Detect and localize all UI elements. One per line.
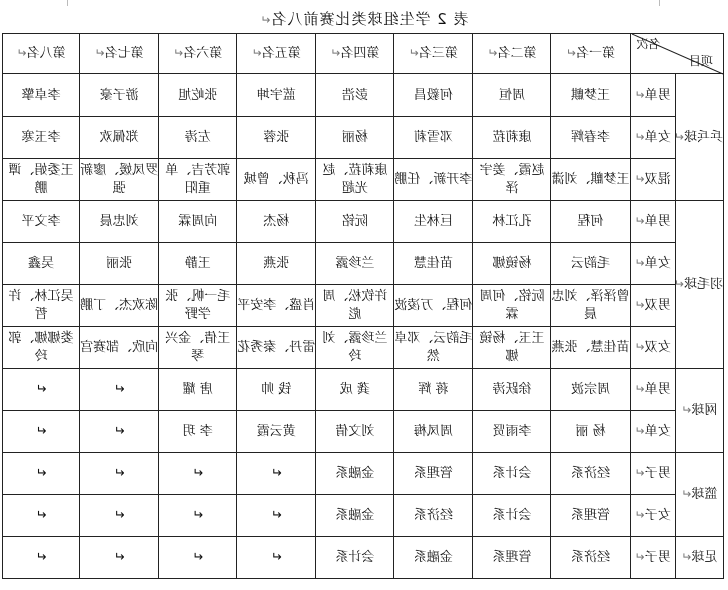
rank-header: [316, 34, 394, 74]
result-text: 蓝宇坤: [256, 87, 296, 103]
result-cell: [551, 369, 630, 411]
result-cell: [159, 243, 237, 285]
result-text: 康莉菈: [492, 130, 532, 145]
result-cell: [3, 327, 80, 369]
rank-header-text: 第二名: [497, 46, 537, 61]
result-text: 王静: [184, 256, 211, 271]
rank-header: [159, 34, 237, 74]
table-title: [0, 8, 728, 29]
result-text: 兰珍露、刘玲: [322, 330, 388, 364]
result-text: 经济系: [413, 508, 453, 523]
cell-mark: ↵: [565, 46, 577, 60]
event-cell: [630, 495, 675, 537]
result-cell: [473, 285, 551, 327]
result-text: 管理系: [413, 466, 453, 481]
cell-mark: ↵: [673, 129, 684, 144]
result-cell: [3, 243, 80, 285]
result-text: 左涛: [184, 130, 211, 145]
table-row: [3, 495, 724, 537]
result-text: 管理系: [571, 508, 611, 523]
result-text: 周恒: [498, 87, 525, 103]
cell-mark: ↵: [251, 46, 262, 60]
results-table: [2, 33, 724, 579]
result-cell: [159, 285, 237, 327]
rank-header: [551, 34, 630, 74]
result-cell: [3, 537, 80, 579]
result-text: 管理系: [492, 550, 532, 565]
result-text: ↵: [35, 382, 47, 397]
result-text: 毛一帆、张学野: [165, 288, 231, 322]
result-cell: [394, 453, 473, 495]
result-text: 娄娜娜、郭玲: [8, 330, 74, 364]
result-cell: [3, 495, 80, 537]
result-text: ↵: [35, 424, 47, 439]
result-cell: [237, 285, 316, 327]
result-cell: [473, 327, 551, 369]
cell-mark: ↵: [634, 256, 645, 270]
sport-category-text: 足球: [691, 550, 718, 565]
result-text: 会计系: [335, 550, 375, 565]
result-text: 邓雪莉: [413, 130, 453, 145]
result-text: 李春辉: [571, 130, 611, 145]
result-cell: [159, 369, 237, 411]
result-text: 黄云霞: [256, 424, 296, 439]
table-title-text: 表 2 学生组球类比赛前八名: [270, 10, 469, 28]
result-cell: [3, 369, 80, 411]
cell-mark: ↵: [634, 550, 645, 564]
result-cell: [473, 453, 551, 495]
result-cell: [551, 117, 630, 159]
result-cell: [394, 411, 473, 453]
result-cell: [551, 285, 630, 327]
result-cell: [316, 453, 394, 495]
result-text: 李雨贤: [492, 424, 532, 439]
cell-mark: ↵: [634, 340, 645, 354]
result-text: 王委娟、谭鹏: [8, 162, 74, 196]
result-cell: [551, 74, 630, 117]
result-text: 许钦松、周彪: [322, 288, 388, 322]
event-text: 男单: [644, 214, 671, 229]
result-cell: [237, 495, 316, 537]
result-cell: [237, 243, 316, 285]
result-text: 苗佳慧、张燕: [551, 339, 630, 355]
result-text: 杨镜娜: [492, 256, 532, 271]
event-text: 女单: [644, 424, 671, 439]
sport-category: [675, 537, 723, 579]
event-text: 女单: [644, 256, 671, 271]
rank-header-text: 第五名: [261, 46, 301, 61]
result-text: 杨 丽: [575, 424, 606, 439]
result-cell: [237, 201, 316, 243]
result-cell: [3, 159, 80, 201]
result-cell: [394, 117, 473, 159]
result-cell: [394, 285, 473, 327]
event-text: 女双: [644, 340, 671, 355]
result-text: ↵: [113, 382, 125, 397]
result-text: 罗凤媛、廖新强: [80, 162, 159, 196]
result-cell: [551, 243, 630, 285]
rank-header-text: 第三名: [418, 46, 458, 61]
table-row: [3, 537, 724, 579]
cell-mark: ↵: [634, 172, 645, 186]
cell-mark: ↵: [408, 46, 419, 60]
rank-header: [80, 34, 159, 74]
result-text: 李玉寒: [21, 130, 61, 145]
result-text: 李卓擎: [21, 87, 61, 103]
result-cell: [394, 74, 473, 117]
result-cell: [316, 74, 394, 117]
cell-mark: ↵: [173, 46, 184, 60]
result-text: 王玉、杨镜娜: [479, 330, 545, 364]
result-cell: [551, 159, 630, 201]
table-row: [3, 453, 724, 495]
result-text: 李 玥: [182, 424, 213, 439]
result-cell: [80, 74, 159, 117]
result-cell: [473, 495, 551, 537]
event-text: 男子: [644, 550, 671, 565]
result-text: 会计系: [492, 508, 532, 523]
result-text: ↵: [270, 466, 282, 481]
rank-header: [237, 34, 316, 74]
cell-mark: ↵: [634, 87, 645, 102]
result-cell: [473, 201, 551, 243]
sport-category: [675, 74, 723, 201]
result-cell: [237, 537, 316, 579]
result-cell: [159, 327, 237, 369]
result-cell: [237, 453, 316, 495]
result-text: 冯秋、曾城: [243, 171, 309, 187]
result-cell: [394, 369, 473, 411]
result-cell: [3, 201, 80, 243]
result-cell: [80, 495, 159, 537]
cell-mark: ↵: [330, 46, 341, 60]
rank-header-text: 第六名: [183, 46, 223, 61]
table-row: [3, 327, 724, 369]
sport-category: [675, 201, 723, 369]
ruler-tick: [67, 0, 68, 6]
result-text: 经济系: [571, 466, 611, 481]
result-cell: [80, 537, 159, 579]
rank-header: [394, 34, 473, 74]
event-text: 男双: [644, 298, 671, 313]
cell-mark: ↵: [681, 487, 692, 501]
result-cell: [316, 117, 394, 159]
cell-mark: ↵: [634, 382, 645, 396]
result-text: 杨丽: [341, 130, 368, 145]
result-cell: [316, 537, 394, 579]
result-cell: [394, 537, 473, 579]
corner-event-label: 项目: [688, 54, 713, 68]
result-text: 游子豪: [99, 87, 139, 103]
table-row: [3, 201, 724, 243]
result-text: 陈欢杰、丁鹏: [80, 297, 159, 313]
result-text: 张丽: [106, 256, 133, 271]
result-text: 李文平: [21, 214, 61, 229]
cell-mark: ↵: [487, 46, 498, 60]
sport-category-text: 网球: [691, 403, 718, 418]
result-text: 张蓉: [263, 130, 290, 145]
cell-mark: ↵: [634, 214, 645, 228]
result-cell: [237, 411, 316, 453]
event-text: 男子: [644, 466, 671, 481]
result-text: ↵: [113, 466, 125, 481]
result-text: 肖盛、李安平: [237, 297, 316, 313]
event-text: 女子: [644, 508, 671, 523]
result-text: ↵: [113, 550, 125, 565]
rank-header-text: 第四名: [340, 46, 380, 61]
cell-mark: ↵: [681, 403, 692, 417]
result-cell: [80, 243, 159, 285]
table-row: [3, 117, 724, 159]
result-cell: [473, 159, 551, 201]
result-cell: [80, 159, 159, 201]
result-cell: [316, 369, 394, 411]
result-cell: [316, 327, 394, 369]
result-cell: [473, 369, 551, 411]
result-cell: [316, 243, 394, 285]
table-row: [3, 285, 724, 327]
result-text: 何程、万凌波: [394, 297, 473, 313]
result-text: 李开新、任鹏: [394, 171, 473, 187]
rank-header-text: 第八名: [26, 46, 66, 61]
rank-header: [3, 34, 80, 74]
corner-header: [630, 34, 723, 74]
result-cell: [551, 495, 630, 537]
result-cell: [159, 74, 237, 117]
result-text: 郭芳吉、单重阳: [165, 162, 231, 196]
result-cell: [3, 285, 80, 327]
cell-mark: ↵: [634, 466, 645, 480]
cell-mark: ↵: [634, 298, 645, 312]
result-text: 孔江林: [492, 214, 532, 229]
rank-header: [473, 34, 551, 74]
event-cell: [630, 369, 675, 411]
result-text: 金融系: [335, 508, 375, 523]
result-cell: [551, 537, 630, 579]
result-cell: [80, 369, 159, 411]
sport-category: [675, 453, 723, 537]
result-text: 会计系: [492, 466, 532, 481]
result-cell: [551, 327, 630, 369]
result-text: ↵: [35, 508, 47, 523]
result-text: 曾泽泽、刘忠晨: [551, 288, 630, 322]
result-cell: [237, 369, 316, 411]
sport-category: [675, 369, 723, 453]
result-text: ↵: [192, 508, 204, 523]
result-text: 巨林生: [413, 214, 453, 229]
result-text: 经济系: [571, 550, 611, 565]
result-cell: [394, 201, 473, 243]
cell-mark: ↵: [634, 508, 645, 522]
result-text: 杨杰: [263, 214, 290, 229]
result-cell: [3, 453, 80, 495]
result-text: 张屹旭: [178, 87, 218, 103]
result-text: 阮铭: [341, 214, 368, 229]
result-text: 赵霞、姜宇泽: [479, 162, 545, 196]
result-cell: [394, 495, 473, 537]
result-cell: [394, 243, 473, 285]
result-cell: [80, 453, 159, 495]
result-cell: [551, 411, 630, 453]
event-text: 男单: [644, 87, 671, 103]
event-cell: [630, 327, 675, 369]
result-text: 刘忠晨: [99, 214, 139, 229]
result-cell: [316, 201, 394, 243]
result-text: 毛韵云: [571, 256, 611, 271]
result-text: ↵: [270, 550, 282, 565]
result-text: 金融系: [335, 466, 375, 481]
result-text: ↵: [113, 508, 125, 523]
sport-category-text: 篮球: [691, 487, 718, 502]
result-cell: [237, 74, 316, 117]
result-text: 毛韵云、邓卓然: [394, 330, 473, 364]
result-cell: [3, 74, 80, 117]
cell-mark: ↵: [634, 130, 645, 144]
result-text: ↵: [35, 466, 47, 481]
result-text: ↵: [192, 550, 204, 565]
event-cell: [630, 117, 675, 159]
event-cell: [630, 74, 675, 117]
rank-header-text: 第一名: [576, 46, 616, 61]
event-text: 男单: [644, 382, 671, 397]
result-cell: [159, 411, 237, 453]
result-text: 王梦麒: [571, 87, 611, 103]
result-text: 钱 帅: [261, 382, 292, 397]
result-text: 徐跃涛: [492, 382, 532, 397]
rank-header-text: 第七名: [104, 46, 144, 61]
result-cell: [237, 159, 316, 201]
result-cell: [316, 159, 394, 201]
event-cell: [630, 411, 675, 453]
cell-mark: ↵: [681, 550, 692, 564]
result-text: 吴鑫: [28, 256, 55, 271]
result-text: 苗佳慧: [413, 256, 453, 271]
result-cell: [159, 453, 237, 495]
result-text: 吴江林、许哲: [8, 288, 74, 322]
event-text: 混双: [644, 172, 671, 187]
sport-category-text: 羽毛球: [683, 277, 723, 292]
result-cell: [551, 201, 630, 243]
result-cell: [159, 495, 237, 537]
result-cell: [80, 327, 159, 369]
result-text: ↵: [192, 466, 204, 481]
event-cell: [630, 243, 675, 285]
cell-mark: ↵: [94, 46, 105, 60]
event-cell: [630, 537, 675, 579]
table-row: [3, 159, 724, 201]
result-text: 周凤梅: [413, 424, 453, 439]
result-text: 雷丹、秦秀花: [237, 339, 316, 355]
result-text: 唐 耀: [182, 382, 213, 397]
event-cell: [630, 201, 675, 243]
event-text: 女单: [644, 130, 671, 145]
result-cell: [159, 201, 237, 243]
result-cell: [3, 411, 80, 453]
result-text: 向欣、郜赛宫: [80, 339, 159, 355]
table-row: [3, 411, 724, 453]
result-cell: [473, 74, 551, 117]
result-text: ↵: [113, 424, 125, 439]
result-cell: [80, 285, 159, 327]
result-cell: [237, 117, 316, 159]
result-cell: [316, 495, 394, 537]
result-text: 阮铭、何周霖: [479, 288, 545, 322]
table-row: [3, 369, 724, 411]
table-row: [3, 74, 724, 117]
paragraph-mark: ↵: [259, 13, 271, 27]
result-cell: [80, 411, 159, 453]
result-cell: [473, 537, 551, 579]
result-text: 彭浩: [341, 87, 368, 103]
event-cell: [630, 159, 675, 201]
result-text: 王梦麒、刘潇: [551, 171, 630, 187]
result-text: 蒋 辉: [418, 382, 449, 397]
result-text: ↵: [270, 508, 282, 523]
result-cell: [3, 117, 80, 159]
cell-mark: ↵: [634, 424, 645, 438]
result-text: 何毅昌: [413, 87, 453, 103]
table-row: [3, 243, 724, 285]
result-cell: [80, 201, 159, 243]
result-cell: [394, 327, 473, 369]
cell-mark: ↵: [673, 277, 684, 291]
event-cell: [630, 285, 675, 327]
result-text: 何程: [577, 214, 604, 229]
result-text: 周宗波: [571, 382, 611, 397]
result-text: 康莉菈、赵光超: [322, 162, 388, 196]
event-cell: [630, 453, 675, 495]
result-text: 张燕: [263, 256, 290, 271]
result-text: 郑佩欢: [99, 130, 139, 145]
result-cell: [473, 117, 551, 159]
result-cell: [159, 159, 237, 201]
result-text: ↵: [35, 550, 47, 565]
result-cell: [473, 243, 551, 285]
result-text: 龚 成: [339, 382, 370, 397]
result-cell: [316, 411, 394, 453]
result-cell: [394, 159, 473, 201]
result-cell: [551, 453, 630, 495]
header-row: [3, 34, 724, 74]
result-cell: [237, 327, 316, 369]
result-cell: [80, 117, 159, 159]
result-cell: [316, 285, 394, 327]
result-cell: [159, 537, 237, 579]
result-cell: [159, 117, 237, 159]
sport-category-text: 乒乓球: [683, 129, 723, 145]
corner-rank-label: 名次: [636, 37, 661, 51]
result-text: 兰珍露: [335, 256, 375, 271]
ruler-tick: [659, 0, 660, 6]
result-text: 金融系: [413, 550, 453, 565]
result-cell: [473, 411, 551, 453]
result-text: 王倩、金兴琴: [165, 330, 231, 364]
cell-mark: ↵: [16, 46, 27, 60]
result-text: 刘文倩: [335, 424, 375, 439]
result-text: 向周霖: [178, 214, 218, 229]
